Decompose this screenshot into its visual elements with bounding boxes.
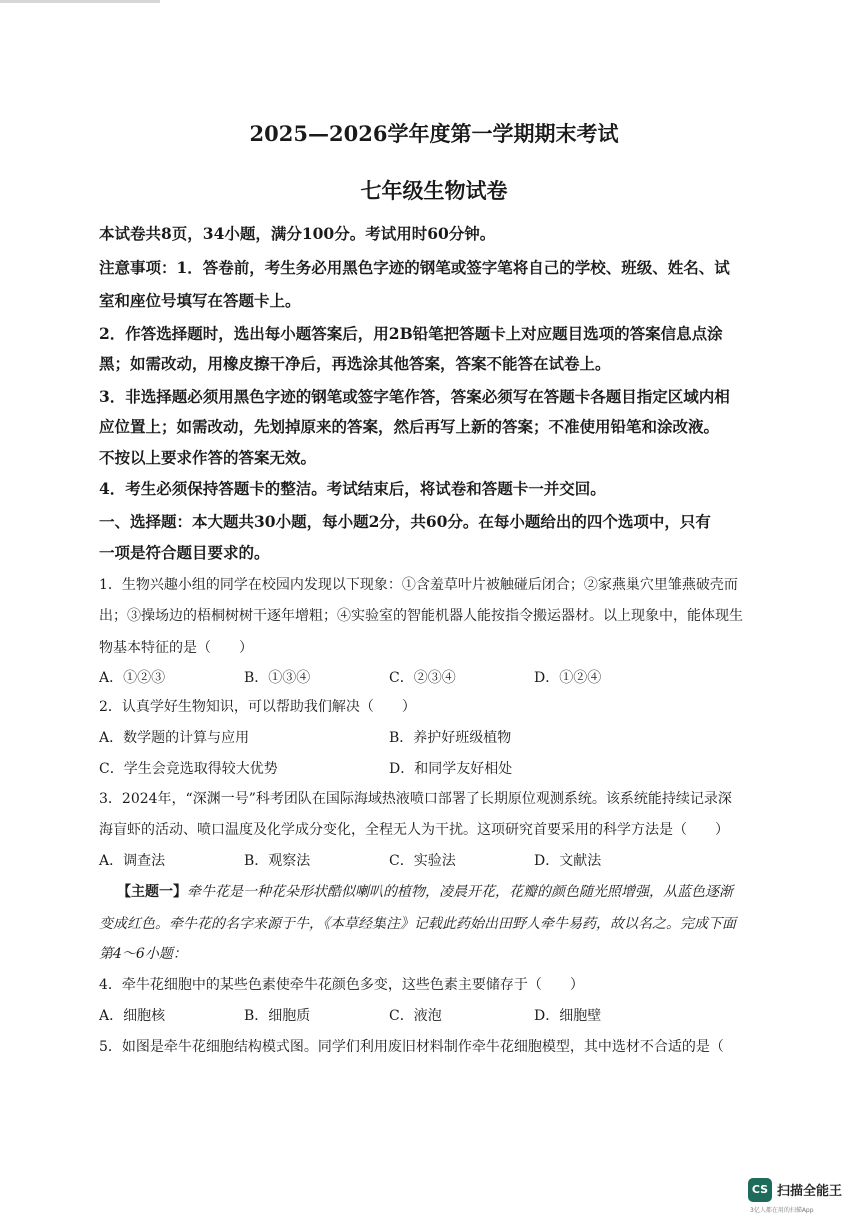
theme-1-label: 【主题一】	[117, 884, 187, 900]
question-5-text: 5．如图是牵牛花细胞结构模式图。同学们利用废旧材料制作牵牛花细胞模型，其中选材不合适的是（	[99, 1039, 724, 1055]
q1-option-b: B．①③④	[244, 670, 311, 686]
q4-option-c: C．液泡	[389, 1008, 442, 1024]
question-3-text: 3．2024年，“深渊一号”科考团队在国际海域热液喷口部署了长期原位观测系统。该系统能持续记录深	[99, 791, 732, 807]
scanner-tagline: 3亿人都在用的扫描App	[750, 1207, 814, 1214]
section-heading: 一、选择题：本大题共30小题，每小题2分，共60分。在每小题给出的四个选项中，只有	[99, 512, 711, 531]
exam-title: 2025—2026学年度第一学期期末考试	[249, 121, 619, 146]
scanner-app-name: 扫描全能王	[777, 1184, 843, 1199]
q2-option-c: C．学生会竞选取得较大优势	[99, 761, 278, 777]
question-2-text: 2．认真学好生物知识，可以帮助我们解决（ ）	[99, 699, 416, 715]
instruction-line: 室和座位号填写在答题卡上。	[99, 291, 301, 310]
question-1-text: 1．生物兴趣小组的同学在校园内发现以下现象：①含羞草叶片被触碰后闭合；②家燕巢穴里雏燕破壳而	[99, 577, 738, 593]
q3-option-d: D．文献法	[534, 853, 602, 869]
q4-option-d: D．细胞壁	[534, 1008, 602, 1024]
scanner-watermark	[748, 1178, 843, 1214]
q3-option-b: B．观察法	[244, 853, 311, 869]
instruction-line: 4．考生必须保持答题卡的整洁。考试结束后，将试卷和答题卡一并交回。	[99, 479, 606, 498]
q2-option-d: D．和同学友好相处	[389, 761, 513, 777]
theme-1-line: 变成红色。牵牛花的名字来源于牛，《本草经集注》记载此药始出田野人牵牛易药，故以名之。完成下面	[99, 916, 736, 932]
question-3-text: 海盲虾的活动、喷口温度及化学成分变化，全程无人为干扰。这项研究首要采用的科学方法是（ ）	[99, 822, 729, 838]
q2-option-a: A．数学题的计算与应用	[99, 730, 250, 746]
scanner-logo-icon: CS	[748, 1178, 772, 1202]
top-edge-bar	[0, 0, 160, 3]
q2-option-b: B．养护好班级植物	[389, 730, 512, 746]
q1-option-c: C．②③④	[389, 670, 456, 686]
instruction-line: 注意事项：1．答卷前，考生务必用黑色字迹的钢笔或签字笔将自己的学校、班级、姓名、试	[99, 258, 730, 277]
section-heading: 一项是符合题目要求的。	[99, 543, 270, 562]
instruction-line: 本试卷共8页，34小题，满分100分。考试用时60分钟。	[99, 224, 496, 243]
question-1-text: 物基本特征的是（ ）	[99, 640, 253, 656]
instruction-line: 3．非选择题必须用黑色字迹的钢笔或签字笔作答，答案必须写在答题卡各题目指定区域内相	[99, 387, 730, 406]
q3-option-a: A．调查法	[99, 853, 166, 869]
q4-option-b: B．细胞质	[244, 1008, 311, 1024]
q4-option-a: A．细胞核	[99, 1008, 166, 1024]
q3-option-c: C．实验法	[389, 853, 456, 869]
instruction-line: 不按以上要求作答的答案无效。	[99, 448, 317, 467]
q1-option-d: D．①②④	[534, 670, 602, 686]
instruction-line: 2．作答选择题时，选出每小题答案后，用2B铅笔把答题卡上对应题目选项的答案信息点涂	[99, 324, 723, 343]
exam-subtitle: 七年级生物试卷	[360, 178, 508, 203]
question-4-text: 4．牵牛花细胞中的某些色素使牵牛花颜色多变，这些色素主要储存于（ ）	[99, 977, 584, 993]
q1-option-a: A．①②③	[99, 670, 166, 686]
theme-1-line: 牵牛花是一种花朵形状酷似喇叭的植物，凌晨开花，花瓣的颜色随光照增强，从蓝色逐渐	[187, 884, 733, 900]
theme-1-text	[117, 881, 733, 901]
question-1-text: 出；③操场边的梧桐树树干逐年增粗；④实验室的智能机器人能按指令搬运器材。以上现象中，能体现生	[99, 608, 743, 624]
instruction-line: 黑；如需改动，用橡皮擦干净后，再选涂其他答案，答案不能答在试卷上。	[99, 354, 611, 373]
theme-1-line: 第4～6小题：	[99, 946, 187, 962]
instruction-line: 应位置上；如需改动，先划掉原来的答案，然后再写上新的答案；不准使用铅笔和涂改液。	[99, 417, 720, 436]
